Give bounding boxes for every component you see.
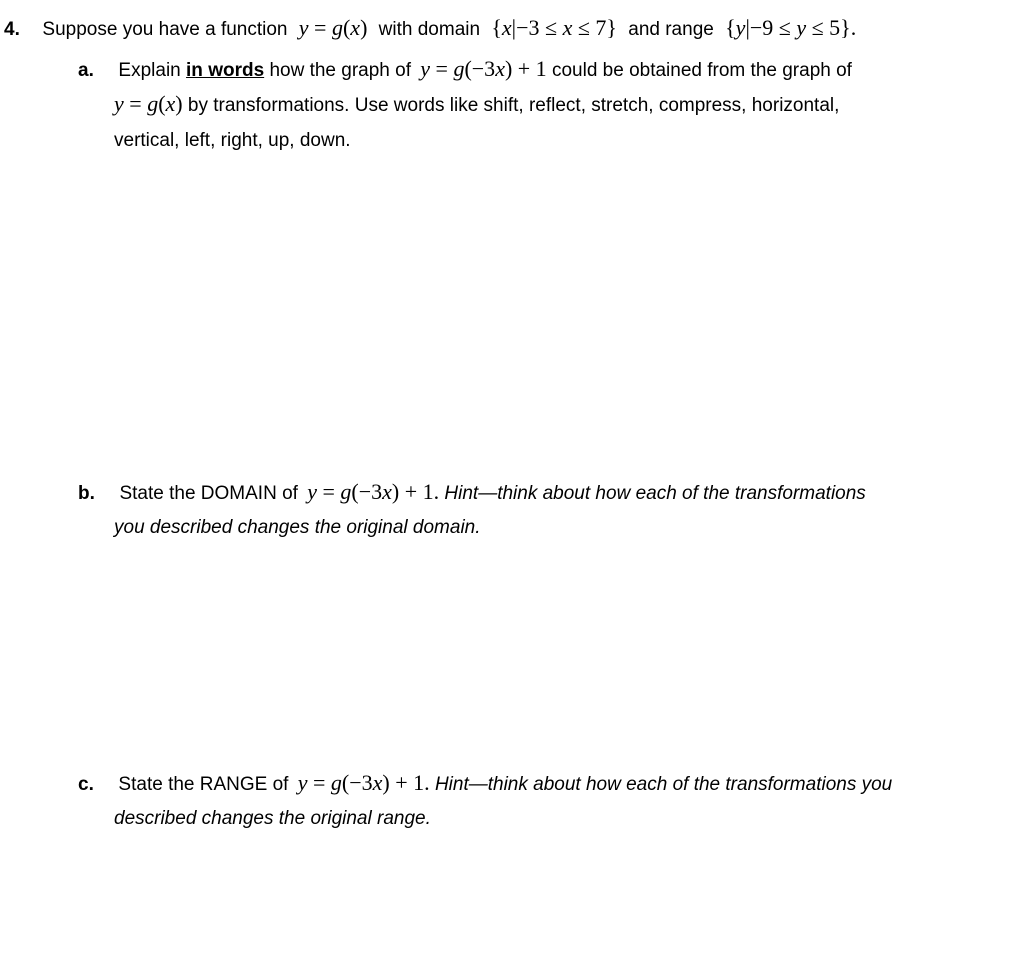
part-b-text: State the DOMAIN of	[119, 483, 298, 504]
part-a-line-2	[114, 92, 839, 118]
part-c-expression: y = g(−3x) + 1.	[297, 770, 430, 795]
function-definition: y = g(x)	[298, 15, 368, 40]
question-4-stem	[4, 16, 856, 42]
part-b-label: b.	[78, 483, 95, 504]
part-a-text-obtained: could be obtained from the graph of	[551, 60, 852, 81]
and-range-text: and range	[628, 19, 714, 40]
range-set: {y|−9 ≤ y ≤ 5}.	[725, 15, 857, 40]
part-a-line-1	[78, 57, 852, 83]
part-b-line-1	[78, 480, 866, 506]
part-a-instructions: by transformations. Use words like shift, reflect, stretch, compress, horizontal,	[187, 95, 840, 116]
part-c-text: State the RANGE of	[118, 774, 289, 795]
part-a-line-3	[114, 129, 351, 153]
part-c-line-2	[114, 807, 431, 831]
part-a-text-graph-of: how the graph of	[269, 60, 411, 81]
part-a-word-list: vertical, left, right, up, down.	[114, 130, 351, 151]
part-b-hint-1: Hint—think about how each of the transformations	[444, 483, 866, 504]
part-a-label: a.	[78, 60, 94, 81]
part-c-hint-1: Hint—think about how each of the transformations you	[434, 774, 893, 795]
part-c-label: c.	[78, 774, 94, 795]
part-a-emphasis: in words	[186, 60, 265, 81]
part-a-text-explain: Explain	[118, 60, 181, 81]
part-c-hint-2: described changes the original range.	[114, 808, 431, 829]
with-domain-text: with domain	[378, 19, 481, 40]
part-b-hint-2: you described changes the original domain.	[114, 517, 481, 538]
part-a-expression: y = g(−3x) + 1	[420, 56, 547, 81]
part-a-original-function: y = g(x)	[114, 91, 183, 116]
question-number: 4.	[4, 19, 20, 40]
domain-set: {x|−3 ≤ x ≤ 7}	[491, 15, 617, 40]
part-c-line-1	[78, 771, 892, 797]
part-b-line-2	[114, 516, 481, 540]
question-intro-text: Suppose you have a function	[42, 19, 288, 40]
part-b-expression: y = g(−3x) + 1.	[307, 479, 440, 504]
